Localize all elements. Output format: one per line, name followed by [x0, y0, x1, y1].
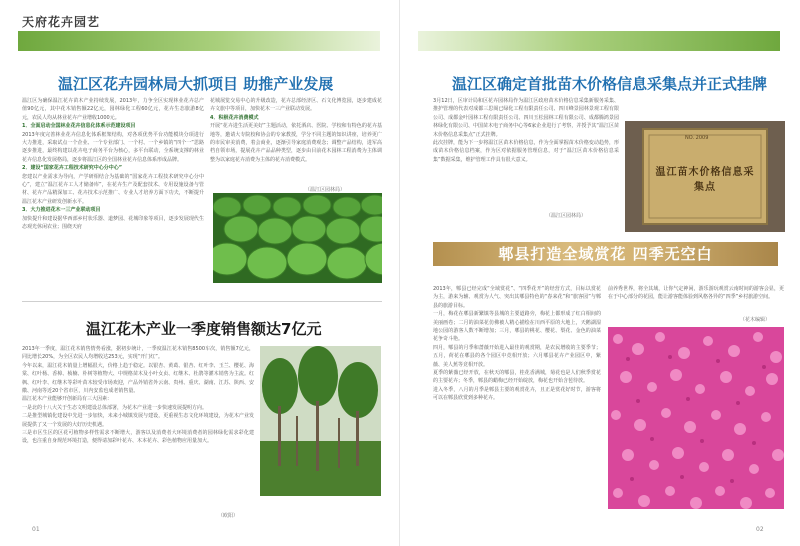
plaque-tag: NO. 2009 — [685, 135, 709, 141]
right-article2-col1 — [433, 285, 601, 511]
right-article2-banner — [433, 242, 778, 266]
subheading: 4．积极花卉消费模式 — [210, 114, 259, 121]
paragraph: 二是推型城镇化建设中先进一步加快，未来小城镇发展与建设，更重视生态文化环境建设，为花木产业发展提供了又一个发展的大好历史机遇。 — [22, 413, 254, 428]
left-divider — [22, 301, 382, 302]
left-article1-col2 — [210, 97, 382, 193]
paragraph: 3月12日，区审计局和区花卉园林局作为温江区政府苗木价格信息采集新服务采集、推护管理的代表对成都三思阁已绿化工程有限责任公司、四川峰景园林景观工程有限公司、成都金叶园林工程有限责任公司、四川玉松园林工程有限公司、成都腾鸿景园林绿化有限公司、中国苗木电子商务中心等6家企业进行了考察，并授予其“温江区苗木价格信息采集点”正式挂牌。 — [433, 98, 619, 138]
paragraph: 夏季的紫薇已经开放，在秋天的郫县，桂花香满城，菊花也是人们秋季赏花的主要花卉；冬季，郫县的蜡梅已经开始绽放，梅花也开始含苞待放。 — [433, 370, 601, 385]
paragraph: 一月，梅花在郫县新繁镇等县城的主要道路旁，梅花上都形成了红白相间的美丽画卷；二月的油菜花仿佛被人精心描绘在川西平原的大地上，天鹅湖湿地公园的游客人数不断增加；三月，郫县的桃花、樱花、梨花、金色的油菜花争奇斗艳。 — [433, 311, 601, 343]
right-article2-col2 — [608, 285, 784, 313]
paragraph: 您建以产业需求为导向，产学研相结合为基础的“国家花卉工程技术研究中心分中心”，建立“温江花卉工人才储备库”，在花卉生产及配套技术、专用设施设备与管材、花卉产品精深加工、花卉技术示范推广、专业人才培养方面下功夫，不断提升温江花木产业研发创新水平。 — [22, 173, 204, 205]
paragraph: 前养秀世界，将全其域，让你气定神闲，游乐游玩观赏云南时间的游客会显，更在于中心部分的花园，能让游客能体验到风格各异的“四季”乡村旅游空间。 — [608, 286, 784, 301]
paragraph: 今年以来，温江花木销量上增幅很大，价格上趋于稳定。以银杏、黄葛、银杏、红叶李、玉兰、樱花、海棠、红叶杨、香樟、桢楠、朴树等植物大、中规格苗木及小叶女贞、红继木、杜鹃等灌木销售为主流。红枫、红叶李、红继木等彩叶苗木较受市场欢迎，产品外销省外云南、贵州、重庆、湖南、江苏、陕西、安徽、河南等近20个省市区，川内安监也成老销售量。 — [22, 362, 254, 395]
pink-flowers-photo — [608, 327, 784, 509]
tree-nursery-photo — [260, 346, 381, 496]
right-article2-credit: （花木编辑） — [740, 317, 771, 323]
paragraph: 加快提升和建设据华西部乡村状乐器、道梦园、花城印象等项目，逐步发展现代生态观光休闲农业；围绕天府 — [22, 215, 204, 231]
left-article2-body — [22, 345, 254, 515]
magazine-title: 天府花卉园艺 — [22, 15, 101, 29]
subheading: 1．全面启动全国林业花卉信息化体系示范建设项目 — [22, 123, 136, 130]
right-article1-headline: 温江区确定首批苗木价格信息采集点并正式挂牌 — [452, 75, 768, 93]
paragraph: 一是北的十八大关于生态文明建设总体部署，为花木产业进一步快速发展提明方向。 — [22, 404, 208, 411]
paragraph: 2013年一季度，温江花木销售情势看涨，据初步统计，一季度温江花木销售8500车次，销售额7亿元，同比增长20%，为全区农民人均增收达253元，实现“开门红”。 — [22, 346, 254, 361]
paragraph: 温江区为确保温江花卉苗木产业持续发展，2013年，力争全区实现林业花卉总产值90亿元，其中花木销售额22亿元，园林绿化工程60亿元，花卉生态旅游8亿元，农民人均从林业花卉产业增收1000元。 — [22, 98, 204, 121]
subheading: 3．大力推进花木一三产业联动项目 — [22, 207, 101, 214]
left-header-bar — [18, 31, 380, 51]
hedge-garden-photo — [213, 193, 382, 283]
left-article1-credit: （温江区园林局） — [305, 187, 346, 193]
paragraph: 2013年度完善林业花卉信息化体系框架结构，对各项优势平台功能模块分项进行大力推进，采取试点一个企业、一个专业部门、一个村、一个乡镇的“四个一”思路逐步推进，最终构建以花卉电子商务平台为核心，多平台联动，全系统支撑的林业花卉信息化发展格局，逐步将温江区的全国林业花卉信息体系形成品牌。 — [22, 131, 204, 163]
paragraph: 四月，郫县的月季和蔷薇开始进入最佳的观赏期，是农民增收的主要季节；五月，荷花在郫县的各个园区中竞相开放；六月郫县花卉产业园区中，紫薇、美人蕉等竞相开放。 — [433, 344, 601, 368]
plaque-photo — [625, 121, 785, 232]
paragraph: 开展“花卉进生活更美好”主题活动，依托酒店、医院、学校和有特色的花卉基地等，邀请大专院校和协会的专家教授，学分不同主题的知识讲座，培养更广的市民审美消费，着会商业，逐渐引导家庭消费观念；调整产品结构，进军高档自领市场，提展花卉产品品种类型，逐步由目前花木园林工程消费为主体调整为以家庭花卉消费为主体的花卉消费模式。 — [210, 123, 382, 163]
left-article2-headline: 温江花木产业一季度销售额达7亿元 — [86, 320, 322, 338]
paragraph: 2013年，郫县已经完成“全域赏花”、“四季花开”的经营方式，目标以赏花为主，游来为辅、观赏为人气、突出其郫县特色的“春来花”和“旅客园”与郫县的旅游目标。 — [433, 286, 601, 309]
left-article1-headline: 温江区花卉园林局大抓项目 助推产业发展 — [58, 75, 334, 93]
page-number-left: 01 — [32, 526, 40, 533]
right-article1-body — [433, 97, 619, 227]
plaque-text: 温江苗木价格信息采集点 — [655, 167, 755, 193]
right-article2-headline: 郫县打造全域赏花 四季无空白 — [498, 245, 713, 263]
left-article2-credit: （欧阳） — [218, 513, 239, 519]
paragraph: 温江花木产业能够开创新局有三大因素： — [22, 396, 113, 403]
paragraph: 三是市区生区的区花可植物多样性需求不断增大，游客以及消费者大环境消费者的园林绿化需求彩化建设，也注重自身规范环境打造，便得请加彩叶花卉、木本花卉、彩色植物应用量加大。 — [22, 430, 254, 445]
paragraph: 进入冬季，八月的月季是郫县主要的观赏花卉，且正是赏花好时节，游客将可以在郫县欣赏到多种花卉。 — [433, 386, 601, 402]
paragraph: 此次挂牌，能为下一步将温江区苗木价格信息，作为全面掌握苗木价格变动趋势，形成苗木价格信息档案，作为区对依据服务管理信息，对于“温江区苗木价格信息采集”数据采集，维护管理工作具有很大意义。 — [433, 140, 619, 163]
left-article1-col1 — [22, 97, 204, 315]
page-number-right: 02 — [756, 526, 764, 533]
subheading: 2．建设“国家花卉工程技术研究中心分中心” — [22, 165, 123, 172]
paragraph: 花城展览交易中心的升级改造，花卉总部经济区、石文化博览园，逐步建成花卉文旅中等项目，加快花木一三产业联动发展。 — [210, 98, 382, 113]
right-header-bar — [418, 31, 780, 51]
right-article1-credit: （温江区园林局） — [546, 213, 587, 219]
